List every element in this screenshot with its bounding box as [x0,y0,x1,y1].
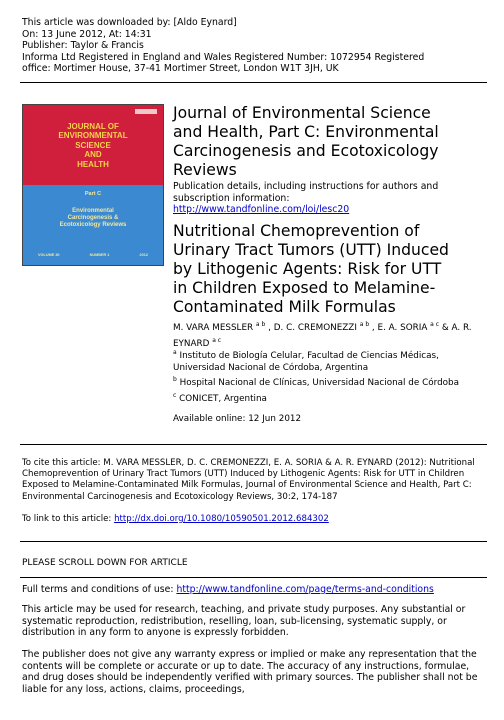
journal-title-line: Reviews [173,161,237,179]
affil-line: Hospital Nacional de Clínicas, Universidad Nacional de Córdoba [179,378,460,388]
author-name: A. R. EYNARD [173,323,472,349]
article-title-line: Contaminated Milk Formulas [173,298,396,316]
publisher: Publisher: Taylor & Francis [22,40,144,52]
cover-year: 2012 [139,253,148,257]
affil-mark: c [173,392,177,399]
author-name: E. A. SORIA [377,323,428,333]
terms-link[interactable]: http://www.tandfonline.com/page/terms-and-conditions [176,584,434,595]
cover-title: SCIENCE [75,140,111,150]
author-separator: & [439,323,452,333]
available-online: Available online: 12 Jun 2012 [173,414,302,424]
terms-paragraph: The publisher does not give any warranty express or implied or make any representation that the contents will be complete or accurate or up to date. The accuracy of any instructions, formulae, and drug doses should be independently verified with primary sources. The publisher shall not be liable for any loss, actions, claims, proceedings, [22,649,478,695]
cover-part: Part C [84,191,102,197]
divider [20,444,487,445]
download-date: On: 13 June 2012, At: 14:31 [22,28,152,40]
article-title-line: in Children Exposed to Melamine- [173,279,436,297]
citation-text: To cite this article: M. VARA MESSLER, D. C. CREMONEZZI, E. A. SORIA & A. R. EYNARD (2012): Nutritional Chemoprevention of Urinary Tract Tumors (UTT) Induced by Lithogenic Agents: Risk for UTT in Children Exposed to Melamine-Contaminated Milk Formulas, Journal of Environmental Science and Health, Part C: Environmental Carcinogenesis and Ecotoxicology Reviews, 30:2, 174-187 [22,458,475,502]
affiliation-a [173,350,493,374]
cover-subtitle: Carcinogenesis & [67,215,119,221]
cover-title: ENVIRONMENTAL [58,131,128,141]
divider [20,577,487,578]
scroll-notice: PLEASE SCROLL DOWN FOR ARTICLE [22,558,188,568]
affil-line: CONICET, Argentina [179,394,267,404]
author-affil-mark: a b [359,321,370,328]
author-list [173,320,483,352]
details-line: Publication details, including instructions for authors and [173,181,439,192]
divider [20,82,487,83]
doi-label: To link to this article: [22,514,112,524]
article-title-line: Urinary Tract Tumors (UTT) Induced [173,241,449,259]
publisher-logo [135,109,157,114]
doi-line [22,514,329,524]
cover-title: AND [84,150,102,160]
cover-title: HEALTH [77,159,109,169]
author-name: D. C. CREMONEZZI [273,323,357,333]
author-affil-mark: a c [212,337,222,344]
journal-title-line: Carcinogenesis and Ecotoxicology [173,142,439,160]
divider [20,541,487,542]
affil-mark: a [173,349,177,356]
author-affil-mark: a b [255,321,266,328]
publication-details [173,181,473,216]
article-title-line: Nutritional Chemoprevention of [173,222,420,240]
cover-footer [23,252,163,259]
journal-title [173,104,473,180]
cover-volume: VOLUME 30 [38,253,60,257]
article-title [173,222,483,317]
cover-top-panel [23,105,163,185]
terms-line [22,584,488,596]
cover-title: JOURNAL OF [67,122,119,131]
download-header [22,17,492,75]
terms-paragraph: This article may be used for research, teaching, and private study purposes. Any substantial or systematic reproduction, redistribution, reselling, loan, sub-licensing, systematic supply, or distribution in any form to anyone is expressly forbidden. [22,604,466,638]
author-separator: , [265,323,274,333]
author-name: M. VARA MESSLER [173,323,254,333]
author-separator: , [369,323,378,333]
cover-number: NUMBER 1 [89,253,110,257]
affil-line: Instituto de Biología Celular, Facultad de Ciencias Médicas, [179,351,439,361]
affiliation-c [173,393,493,405]
journal-title-line: Journal of Environmental Science [173,104,431,122]
article-title-line: by Lithogenic Agents: Risk for UTT [173,260,442,278]
journal-title-line: and Health, Part C: Environmental [173,123,439,141]
affil-mark: b [173,376,177,383]
affiliation-b [173,377,493,389]
downloaded-by: This article was downloaded by: [Aldo Eynard] [22,17,237,28]
cover-subtitle: Ecotoxicology Reviews [59,222,127,228]
affil-line: Universidad Nacional de Córdoba, Argentina [173,363,369,373]
cover-subtitle: Environmental [72,208,114,214]
doi-link[interactable]: http://dx.doi.org/10.1080/10590501.2012.684302 [114,514,329,524]
author-affil-mark: a c [430,321,440,328]
informa-line-2: office: Mortimer House, 37-41 Mortimer Street, London W1T 3JH, UK [22,63,339,75]
informa-line-1: Informa Ltd Registered in England and Wales Registered Number: 1072954 Registered [22,51,425,63]
terms-label: Full terms and conditions of use: [22,584,174,595]
journal-url-link[interactable]: http://www.tandfonline.com/loi/lesc20 [173,204,350,215]
details-line: subscription information: [173,192,290,204]
journal-cover-image [22,104,164,266]
cover-bottom-panel [23,185,163,265]
